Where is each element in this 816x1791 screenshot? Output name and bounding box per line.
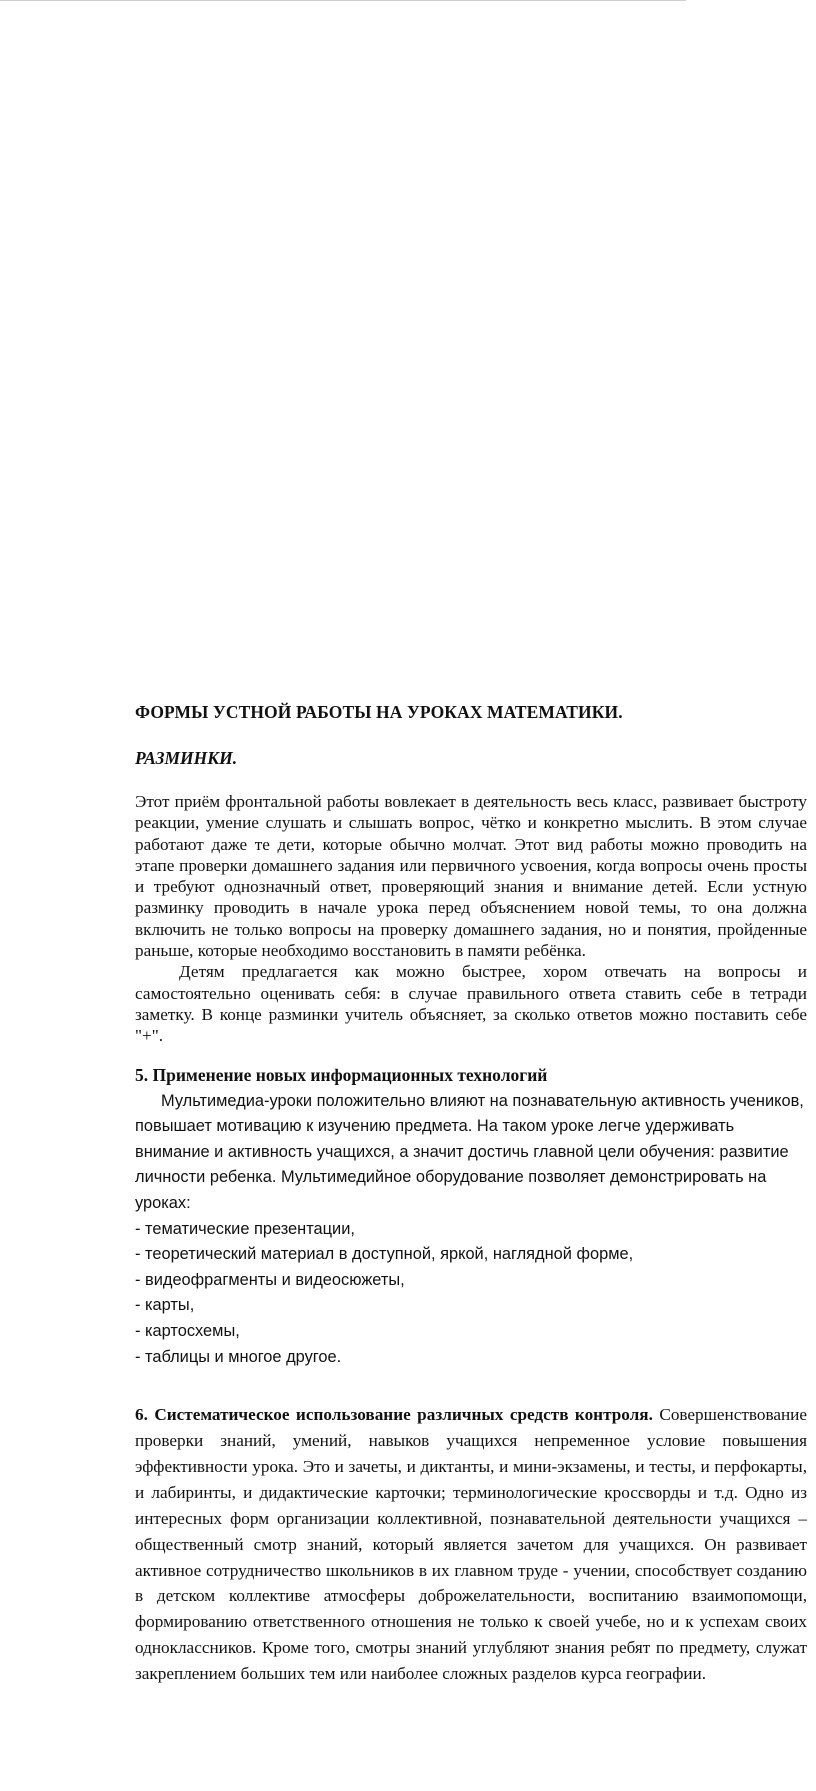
top-divider: [0, 0, 686, 1]
list-item: - видеофрагменты и видеосюжеты,: [135, 1270, 405, 1289]
document-page: [135, 700, 807, 1687]
section6-paragraph: [135, 1402, 807, 1687]
section6-heading: 6. Систематическое использование различных средств контроля.: [135, 1405, 653, 1425]
list-item: - картосхемы,: [135, 1321, 240, 1340]
list-item: - теоретический материал в доступной, яркой, наглядной форме,: [135, 1245, 634, 1264]
section5-text: Мультимедиа-уроки положительно влияют на познавательную активность учеников, повышает мотивацию к изучению предмета. На таком уроке легче удерживать внимание и активность учащихся, а значит достичь главной цели обучения: развитие личности ребенка. Мультимедийное оборудование позволяет демонстрировать на уроках:: [135, 1091, 804, 1212]
document-title: ФОРМЫ УСТНОЙ РАБОТЫ НА УРОКАХ МАТЕМАТИКИ.: [135, 702, 623, 722]
section5-heading: 5. Применение новых информационных технологий: [135, 1064, 548, 1085]
section-subtitle: РАЗМИНКИ.: [135, 748, 238, 768]
list-item: - таблицы и многое другое.: [135, 1347, 342, 1366]
section5-list: [135, 1217, 807, 1371]
list-item: - тематические презентации,: [135, 1219, 355, 1238]
paragraph-warmup-rules: Детям предлагается как можно быстрее, хором отвечать на вопросы и самостоятельно оценивать себя: в случае правильного ответа ставить себе в тетради заметку. В конце разминки учитель объясняет, за сколько ответов можно поставить себе "+".: [135, 962, 807, 1046]
paragraph-warmup: Этот приём фронтальной работы вовлекает в деятельность весь класс, развивает быстроту реакции, умение слушать и слышать вопрос, чётко и конкретно мыслить. В этом случае работают даже те дети, которые обычно молчат. Этот вид работы можно проводить на этапе проверки домашнего задания или первичного усвоения, когда вопросы очень просты и требуют однозначный ответ, проверяющий знания и внимание детей. Если устную разминку проводить в начале урока перед объяснением новой темы, то она должна включить не только вопросы на проверку домашнего задания, но и понятия, пройденные раньше, которые необходимо восстановить в памяти ребёнка.: [135, 792, 807, 961]
list-item: - карты,: [135, 1296, 195, 1315]
section6-text: Совершенствование проверки знаний, умений, навыков учащихся непременное условие повышения эффективности урока. Это и зачеты, и диктанты, и мини-экзамены, и тесты, и перфокарты, и лабиринты, и дидактические карточки; терминологические кроссворды и т.д. Одно из интересных форм организации коллективной, познавательной деятельности учащихся – общественный смотр знаний, который является зачетом для учащихся. Он развивает активное сотрудничество школьников в их главном труде - учении, способствует созданию в детском коллективе атмосферы доброжелательности, воспитанию взаимопомощи, формированию ответственного отношения не только к своей учебе, но и к успехам своих одноклассников. Кроме того, смотры знаний углубляют знания ребят по предмету, служат закреплением больших тем или наиболее сложных разделов курса географии.: [135, 1405, 807, 1684]
